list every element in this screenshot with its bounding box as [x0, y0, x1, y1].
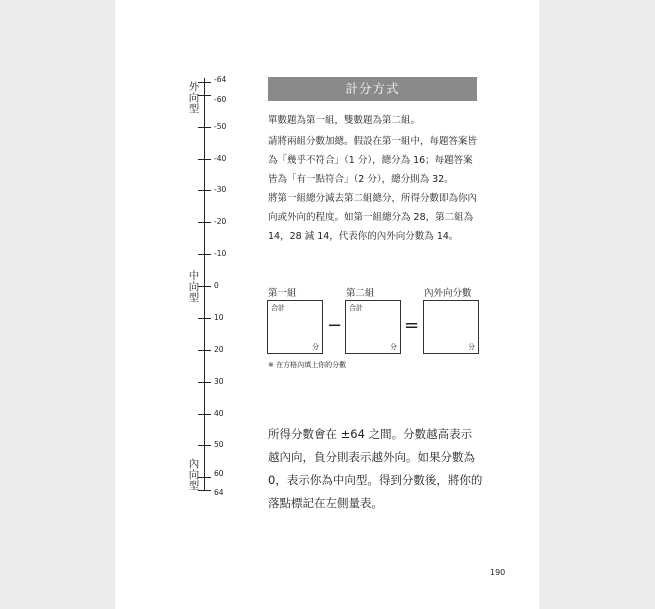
- scale-label-ambivert: 中向型: [188, 270, 200, 304]
- group2-title: 第二組: [346, 288, 375, 299]
- scale-tick-label: -10: [214, 249, 227, 258]
- section-heading: 計分方式: [268, 77, 477, 101]
- scale-tick-label: -60: [214, 95, 227, 104]
- scale-tick-label: 50: [214, 440, 224, 449]
- scale-tick-label: 10: [214, 313, 224, 322]
- scale-axis: [204, 78, 205, 490]
- scale-tick: [198, 318, 211, 319]
- scale-tick-label: -50: [214, 122, 227, 131]
- scale-tick-label: 30: [214, 377, 224, 386]
- scale-tick-label: -64: [214, 75, 227, 84]
- scale-label-introvert: 內向型: [188, 458, 200, 492]
- equals-sign: =: [404, 315, 420, 336]
- scale-tick-label: 20: [214, 345, 224, 354]
- scale-tick: [198, 254, 211, 255]
- scale-tick-label: -20: [214, 217, 227, 226]
- scale-tick-label: -40: [214, 154, 227, 163]
- scale-tick: [198, 350, 211, 351]
- paragraph-2: 請將兩組分數加總。假設在第一組中，每題答案皆為「幾乎不符合」（1 分），總分為 16；每題答案皆為「有一點符合」（2 分），總分則為 32。: [268, 136, 478, 185]
- box-unit-label: 分: [390, 343, 397, 351]
- group1-score-box[interactable]: [267, 300, 323, 354]
- result-score-box[interactable]: [423, 300, 479, 354]
- scale-tick: [198, 190, 211, 191]
- scale-tick: [198, 445, 211, 446]
- paragraph-3: 將第一組總分減去第二組總分，所得分數即為你內向或外向的程度。如第一組總分為 28，第二組為 14，28 減 14，代表你的內外向分數為 14。: [268, 193, 478, 242]
- paragraph-1: 單數題為第一組，雙數題為第二組。: [268, 115, 421, 126]
- box-total-label: 合計: [349, 304, 363, 312]
- scale-tick: [198, 159, 211, 160]
- minus-sign: −: [327, 315, 343, 336]
- result-title: 內外向分數: [424, 288, 472, 299]
- page-number: 190: [490, 568, 506, 577]
- scale-tick-label: 64: [214, 488, 224, 497]
- summary-text: 所得分數會在 ±64 之間。分數越高表示越內向，負分則表示越外向。如果分數為 0，表示你為中向型。得到分數後，將你的落點標記在左側量表。: [268, 427, 483, 510]
- scale-tick-label: -30: [214, 185, 227, 194]
- scale-tick-label: 40: [214, 409, 224, 418]
- instruction-note: ※ 在方格內填上你的分數: [268, 361, 347, 369]
- box-unit-label: 分: [468, 343, 475, 351]
- box-total-label: 合計: [271, 304, 285, 312]
- scale-tick: [198, 414, 211, 415]
- scale-tick-label: 60: [214, 469, 224, 478]
- box-unit-label: 分: [312, 343, 319, 351]
- group1-title: 第一組: [268, 288, 297, 299]
- group2-score-box[interactable]: [345, 300, 401, 354]
- scale-label-extrovert: 外向型: [188, 81, 200, 115]
- scale-tick-label: 0: [214, 281, 219, 290]
- scale-tick: [198, 127, 211, 128]
- scale-tick: [198, 382, 211, 383]
- scale-tick: [198, 222, 211, 223]
